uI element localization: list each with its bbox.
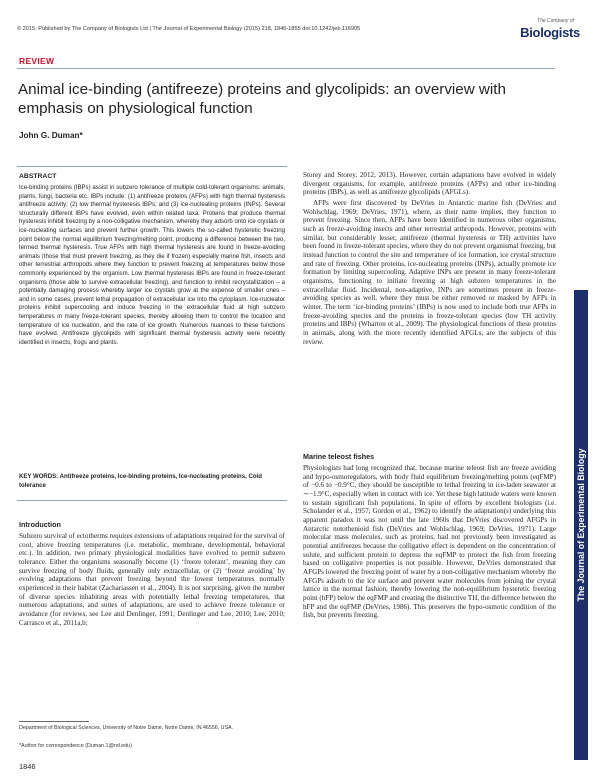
keywords: KEY WORDS: Antifreeze proteins, Ice-binding proteins, Ice-nucleating proteins, Cold tolerance bbox=[19, 474, 262, 489]
journal-sidebar-label: The Journal of Experimental Biology bbox=[576, 448, 586, 602]
logo-big-text: Biologists bbox=[520, 25, 580, 40]
abstract-box bbox=[17, 166, 287, 512]
introduction-text: Subzero survival of ectotherms requires extensions of adaptations required for the survival of cool, above freezing temperatures (i.e. metabolic, membrane, developmental, behavioral etc.). In addition, two primary physiological modalities have evolved to permit subzero tolerance. Either the organisms seasonally become (1) ‘freeze tolerant’, meaning they can survive freezing of body fluids, generally only extracellular, or (2) ‘freeze avoiding’ by evolving adaptations that prevent freezing beyond the lowest temperatures normally experienced in their habitat (Zachariassen et al., 2004). It is not surprising, given the number of diverse species inhabiting areas with potentially lethal freezing temperatures, that numerous adaptations, and suites of adaptations, are used to achieve freeze tolerance or avoidance (for reviews, see Lee and Denlinger, 1991; Denlinger and Lee, 2010; Lee, 2010; Carrasco et al., 2011a,b; bbox=[19, 532, 285, 627]
citation-line: © 2015. Published by The Company of Biologists Ltd | The Journal of Experimental Biology (2015) 218, 1846-1855 doi:10.1242/jeb.116905 bbox=[17, 26, 361, 32]
header-divider bbox=[17, 68, 555, 69]
article-type: REVIEW bbox=[19, 56, 55, 66]
page-number: 1846 bbox=[19, 762, 36, 771]
right-col-para-1: Storey and Storey, 2012, 2013). However, certain adaptations have evolved in widely divergent organisms, for example, antifreeze proteins (AFPs) and other ice-binding proteins (IBPs), as well as antifreeze glycolipids (AFGLs). bbox=[303, 171, 556, 197]
abstract-text: Ice-binding proteins (IBPs) assist in subzero tolerance of multiple cold-tolerant organisms: animals, plants, fungi, bacteria etc. IBPs include: (1) antifreeze proteins (AFPs) with high thermal hysteresis antifreeze activity; (2) low thermal hysteresis IBPs; and (3) ice-nucleating proteins (INPs). Several structurally different IBPs have evolved, even within related taxa. Proteins that produce thermal hysteresis inhibit freezing by a non-colligative mechanism, whereby they adsorb onto ice crystals or ice-nucleating surfaces and prevent further growth. This lowers the so-called hysteretic freezing point below the normal equilibrium freezing/melting point, producing a difference between the two, termed thermal hysteresis. True AFPs with high thermal hysteresis are found in freeze-avoiding animals (those that must prevent freezing, as they die if frozen) especially marine fish, insects and other terrestrial arthropods where they function to prevent freezing at temperatures below those commonly experienced by the organism. Low thermal hysteresis IBPs are found in freeze-tolerant organisms (those able to survive extracellular freezing), and function to inhibit recrystallization – a potentially damaging process whereby larger ice crystals grow at the expense of smaller ones – and in some cases, prevent lethal propagation of extracellular ice into the cytoplasm. Ice-nucleator proteins inhibit supercooling and induce freezing in the extracellular fluid at high subzero temperatures in many freeze-tolerant species, thereby allowing them to control the location and temperature of ice nucleation, and the rate of ice growth. Numerous nuances to these functions have evolved. Antifreeze glycolipids with significant thermal hysteresis activity were recently identified in insects, frogs and plants. bbox=[19, 185, 285, 346]
footnote-rule bbox=[19, 721, 89, 722]
introduction-heading: Introduction bbox=[19, 520, 61, 529]
logo-small-text: The Company of bbox=[537, 18, 574, 24]
publisher-logo bbox=[516, 18, 580, 42]
abstract-heading: ABSTRACT bbox=[19, 173, 57, 180]
right-col-para-2: AFPs were first discovered by DeVries in Antarctic marine fish (DeVries and Wohlschlag, 1969; DeVries, 1971), where, as their name implies, they function to prevent freezing. Since then, AFPs have been identified in numerous other organisms, such as freeze-avoiding insects and other terrestrial arthropods. However, proteins with similar, but considerably lesser, antifreeze (thermal hysteresis or TH) activities have been found in freeze-tolerant species, where they do not prevent organismal freezing, but instead function to control the site and temperature of ice formation, ice crystal structure and rate of freezing. Other proteins, ice-nucleating proteins (INPs), actually promote ice formation by limiting supercooling. Adaptive INPs are present in many freeze-tolerant organisms, functioning to initiate freezing at high subzero temperatures in the extracellular fluid. Incidental, non-adaptive, INPs are sometimes present in freeze-avoiding species as well, where they must be either removed or masked by AFPs in winter. The term ‘ice-binding proteins’ (IBPs) is now used to include both true AFPs in freeze-avoiding species and the proteins in freeze-tolerant species (low TH activity proteins and IBPs) (Wharton et al., 2009). The physiological functions of these proteins in animals, along with the more recently identified AFGLs, are the subjects of this review. bbox=[303, 199, 556, 346]
right-col-para-3: Physiologists had long recognized that, because marine teleost fish are freeze avoiding and hypo-osmoregulators, with body fluid equilibrium freezing/melting points (eqFMP) of −0.6 to −0.9°C, they should be susceptible to lethal freezing in ice-laden seawater at ∼−1.9°C, especially when in contact with ice. Yet these high latitude waters were known to sustain significant fish populations. In spite of efforts by excellent biologists (i.e. Scholander et al., 1957; Gordon et al., 1962) to identify the adaptation(s) underlying this apparent paradox it was not until the late 1960s that DeVries discovered AFGPs in Antarctic notothenioid fish (DeVries and Wohlschlag, 1969; DeVries, 1971). Large molecular mass molecules, such as proteins, had not previously been investigated as potential antifreezes because the colligative effect is dependent on the concentration of solute, and sufficient protein to depress the eqFMP to protect the fish from freezing based on colligative properties is not possible. However, DeVries demonstrated that AFGPs lowered the freezing point of water by a non-colligative mechanism whereby the AFGPs adsorb to the ice surface and prevent water molecules from joining the crystal lattice in the normal fashion, thereby lowering the non-equilibrium hysteretic freezing point (hFP) below the eqFMP and creating the distinctive TH, the difference between the hFP and the eqFMP (DeVries, 1986). This preserves the hypo-osmotic condition of the fish, but prevents freezing. bbox=[303, 464, 556, 620]
author-name: John G. Duman* bbox=[19, 131, 83, 140]
affiliation-footnote: Department of Biological Sciences, University of Notre Dame, Notre Dame, IN 46556, USA. bbox=[19, 725, 234, 731]
correspondence-footnote: *Author for correspondence (Duman.1@nd.edu) bbox=[19, 743, 132, 749]
journal-sidebar bbox=[574, 290, 588, 760]
article-title: Animal ice-binding (antifreeze) proteins and glycolipids: an overview with emphasis on physiological function bbox=[18, 81, 506, 117]
abstract-bottom-rule bbox=[17, 500, 287, 501]
abstract-top-rule bbox=[17, 166, 287, 167]
marine-teleost-heading: Marine teleost fishes bbox=[303, 452, 375, 461]
